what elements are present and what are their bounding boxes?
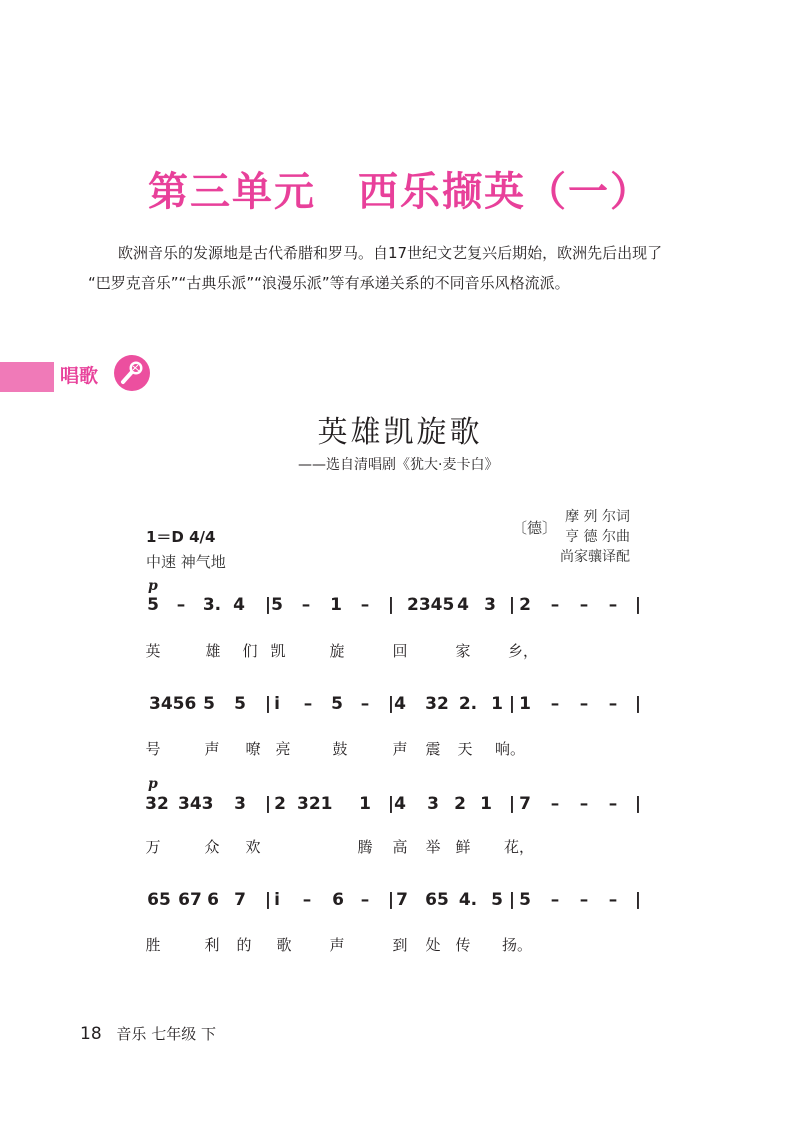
lyric-syllable: 嘹: [245, 740, 261, 758]
lyric-syllable: 旋: [329, 642, 345, 660]
lyric-syllable: 声: [204, 740, 220, 758]
note: 7: [234, 890, 246, 910]
bar-line: |: [387, 890, 395, 910]
lyric-syllable: 利: [204, 936, 220, 954]
notation-row: [0, 591, 800, 621]
note: 1: [480, 794, 492, 814]
lyric-syllable: 乡，: [507, 642, 538, 660]
lyrics-row: [0, 732, 800, 762]
note: 4: [457, 595, 469, 615]
note: 65: [147, 890, 171, 910]
section-label: 唱歌: [60, 365, 99, 387]
bar-line: |: [508, 794, 516, 814]
bar-line: |: [634, 595, 642, 615]
unit-title: 第三单元 西乐撷英（一）: [148, 169, 652, 215]
note: 5: [519, 890, 531, 910]
note: 3: [234, 794, 246, 814]
dynamic-marking: p: [148, 776, 158, 792]
note: 1: [519, 694, 531, 714]
note: –: [302, 890, 312, 910]
lyric-syllable: 号: [145, 740, 161, 758]
note: 6: [207, 890, 219, 910]
lyric-syllable: 声: [392, 740, 408, 758]
lyric-syllable: 举: [425, 838, 441, 856]
bar-line: |: [634, 694, 642, 714]
page-number: 18: [80, 1024, 102, 1044]
bar-line: |: [387, 694, 395, 714]
note: 4.: [458, 890, 478, 910]
note: –: [608, 890, 618, 910]
note: 5: [271, 595, 283, 615]
intro-line-2: “巴罗克音乐”“古典乐派”“浪漫乐派”等有承递关系的不同音乐风格流派。: [88, 274, 570, 292]
note: 1: [330, 595, 342, 615]
note: –: [579, 595, 589, 615]
lyrics-row: [0, 830, 800, 860]
lyric-syllable: 们: [242, 642, 258, 660]
note: 5: [491, 890, 503, 910]
bar-line: |: [387, 794, 395, 814]
note: 7: [396, 890, 408, 910]
lyric-syllable: 众: [204, 838, 220, 856]
note: 2: [519, 595, 531, 615]
lyric-syllable: 传: [455, 936, 471, 954]
lyric-syllable: 欢: [245, 838, 261, 856]
bar-line: |: [634, 890, 642, 910]
lyric-syllable: 凯: [270, 642, 286, 660]
notation-row: [0, 886, 800, 916]
lyric-syllable: 天: [457, 740, 473, 758]
book-title: 音乐 七年级 下: [116, 1025, 216, 1043]
note: 7: [519, 794, 531, 814]
note: –: [360, 595, 370, 615]
note: 5: [147, 595, 159, 615]
lyric-syllable: 扬。: [501, 936, 532, 954]
note: 67: [178, 890, 202, 910]
lyricist-credit: 摩 列 尔词: [565, 509, 630, 525]
lyric-syllable: 回: [392, 642, 408, 660]
bar-line: |: [508, 890, 516, 910]
note: –: [550, 595, 560, 615]
lyrics-row: [0, 928, 800, 958]
lyric-syllable: 的: [236, 936, 252, 954]
note: 5: [203, 694, 215, 714]
note: 3: [484, 595, 496, 615]
note: –: [579, 890, 589, 910]
lyric-syllable: 鼓: [332, 740, 348, 758]
composer-credit: 亨 德 尔曲: [565, 529, 630, 545]
note: –: [550, 794, 560, 814]
note: –: [303, 694, 313, 714]
notation-row: [0, 690, 800, 720]
note: 32: [425, 694, 449, 714]
intro-line-1: 欧洲音乐的发源地是古代希腊和罗马。自17世纪文艺复兴后期始，欧洲先后出现了: [118, 244, 663, 262]
note: –: [579, 794, 589, 814]
page-footer: [80, 1023, 216, 1044]
note: 6: [332, 890, 344, 910]
lyric-syllable: 声: [329, 936, 345, 954]
note: –: [550, 890, 560, 910]
note: 1: [359, 794, 371, 814]
lyric-syllable: 鲜: [455, 838, 471, 856]
note: i: [274, 694, 280, 714]
lyric-syllable: 腾: [357, 838, 373, 856]
note: 343: [178, 794, 214, 814]
note: 2.: [458, 694, 478, 714]
lyric-syllable: 万: [145, 838, 161, 856]
lyrics-row: [0, 634, 800, 664]
note: –: [301, 595, 311, 615]
tempo-marking: 中速 神气地: [146, 553, 226, 571]
note: 321: [297, 794, 333, 814]
note: 3456: [149, 694, 197, 714]
note: –: [550, 694, 560, 714]
lyric-syllable: 处: [425, 936, 441, 954]
lyric-syllable: 雄: [205, 642, 221, 660]
dynamic-marking: p: [148, 578, 158, 594]
note: –: [608, 694, 618, 714]
note: 65: [425, 890, 449, 910]
note: –: [608, 595, 618, 615]
note: 2: [274, 794, 286, 814]
note: 3.: [202, 595, 222, 615]
arranger-credit: 尚家骧译配: [560, 549, 630, 565]
song-source: ——选自清唱剧《犹大·麦卡白》: [298, 457, 499, 473]
note: 2345: [407, 595, 455, 615]
bar-line: |: [508, 694, 516, 714]
lyric-syllable: 震: [425, 740, 441, 758]
lyric-syllable: 胜: [145, 936, 161, 954]
notation-row: [0, 790, 800, 820]
note: 4: [394, 694, 406, 714]
bar-line: |: [264, 794, 272, 814]
composer-nationality: 〔德〕: [512, 519, 558, 537]
note: 2: [454, 794, 466, 814]
lyric-syllable: 家: [455, 642, 471, 660]
lyric-syllable: 到: [392, 936, 408, 954]
lyric-syllable: 英: [145, 642, 161, 660]
note: 32: [145, 794, 169, 814]
note: –: [176, 595, 186, 615]
bar-line: |: [634, 794, 642, 814]
note: –: [608, 794, 618, 814]
bar-line: |: [264, 595, 272, 615]
note: 4: [394, 794, 406, 814]
lyric-syllable: 高: [392, 838, 408, 856]
bar-line: |: [387, 595, 395, 615]
bar-line: |: [264, 694, 272, 714]
note: 5: [331, 694, 343, 714]
note: i: [274, 890, 280, 910]
lyric-syllable: 花，: [503, 838, 534, 856]
note: –: [360, 694, 370, 714]
lyric-syllable: 亮: [275, 740, 291, 758]
song-title: 英雄凯旋歌: [317, 415, 483, 450]
lyric-syllable: 歌: [276, 936, 292, 954]
note: 3: [427, 794, 439, 814]
note: –: [360, 890, 370, 910]
bar-line: |: [264, 890, 272, 910]
key-signature: 1＝D 4/4: [146, 528, 216, 546]
bar-line: |: [508, 595, 516, 615]
note: 5: [234, 694, 246, 714]
note: 4: [233, 595, 245, 615]
lyric-syllable: 响。: [494, 740, 525, 758]
note: –: [579, 694, 589, 714]
note: 1: [491, 694, 503, 714]
